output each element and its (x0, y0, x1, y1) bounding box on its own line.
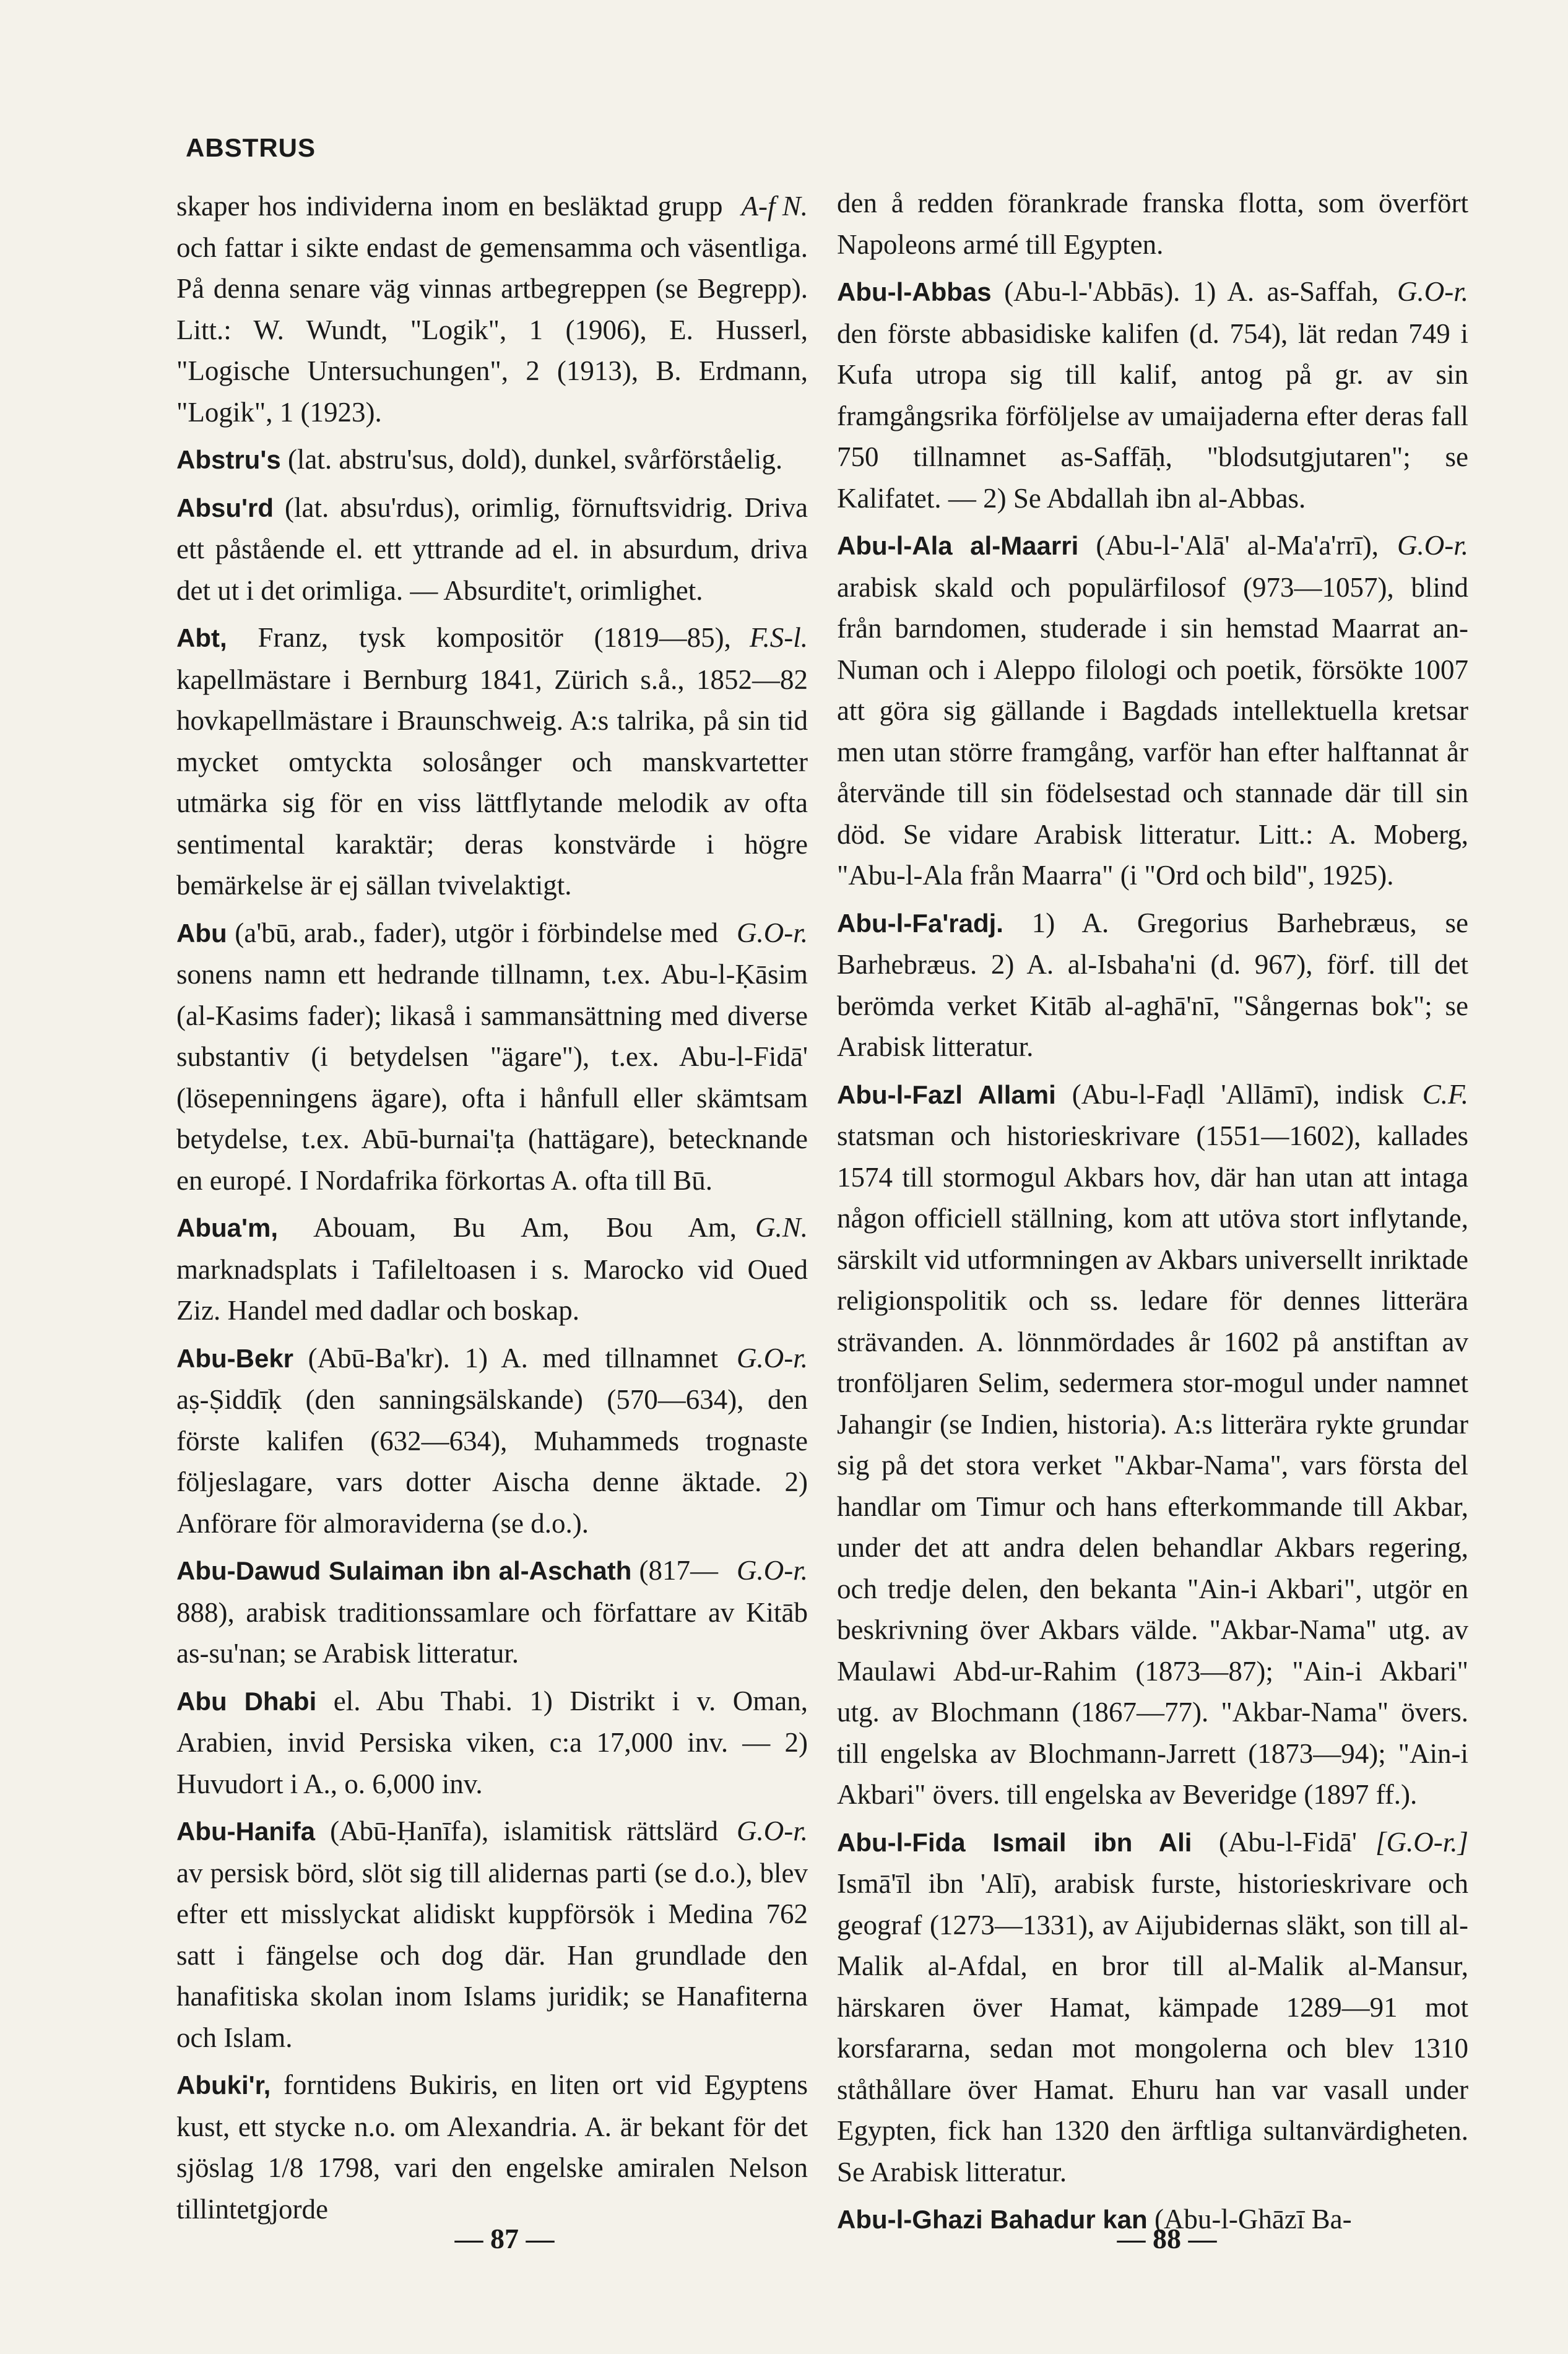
entry-text: el. Abu Thabi. 1) Distrikt i v. Oman, Arabien, invid Persiska viken, c:a 17,000 inv. — 2) Huvudort i A., o. 6,000 inv. (176, 1685, 808, 1799)
author-signature: G.O-r. (736, 917, 808, 948)
author-signature: F.S-l. (749, 622, 808, 653)
entry-headword: Abu-Dawud Sulaiman ibn al-Aschath (176, 1556, 632, 1585)
dictionary-entry (176, 1811, 808, 2058)
entry-text: (Abu-l-Ghāzī Ba- (1154, 2204, 1352, 2235)
page-number-right: — 88 — (1117, 2223, 1217, 2254)
entry-headword: Abu Dhabi (176, 1686, 317, 1716)
dictionary-entry (176, 186, 808, 433)
entry-text: (817—888), arabisk traditionssamlare och författare av Kitāb as-su'nan; se Arabisk litteratur. (176, 1555, 808, 1669)
entry-headword: Abu-l-Abbas (837, 277, 992, 306)
dictionary-entry (176, 487, 808, 612)
author-signature: [G.O-r.] (1375, 1826, 1468, 1858)
entry-text: den å redden förankrade franska flotta, som överfört Napoleons armé till Egypten. (837, 188, 1468, 260)
author-signature: G.O-r. (736, 1555, 808, 1586)
entry-headword: Abu-l-Ghazi Bahadur kan (837, 2205, 1148, 2234)
author-signature: A-f N. (741, 191, 808, 222)
entry-headword: Absu'rd (176, 493, 274, 522)
author-signature: G.O-r. (1397, 530, 1468, 561)
entry-headword: Abu-l-Ala al-Maarri (837, 531, 1079, 560)
right-column (837, 183, 1468, 2247)
left-column (176, 186, 808, 2236)
entry-text: (Abu-l-Fidā' Ismā'īl ibn 'Alī), arabisk furste, historieskrivare och geograf (1273—1331), av Aijubidernas släkt, son till al-Malik al-Afdal, en bror till al-Malik al-Mansur, härskaren över Hamat, kämpade 1289—91 mot korsfararna, sedan mot mongolerna och blev 1310 ståthållare över Hamat. Ehuru han var vasall under Egypten, fick han 1320 den ärftliga sultanvärdigheten. Se Arabisk litteratur. (837, 1826, 1468, 2187)
page-number-left: — 87 — (454, 2223, 555, 2254)
entry-headword: Abu-l-Fa'radj. (837, 908, 1003, 938)
entry-text: (lat. abstru'sus, dold), dunkel, svårförståelig. (287, 444, 783, 475)
entry-text: (Abu-l-'Abbās). 1) A. as-Saffah, den förste abbasidiske kalifen (d. 754), lät redan 749 i Kufa utropa sig till kalif, antog på gr. av sin framgångsrika förföljelse av umaijaderna efter deras fall 750 tillnamnet as-Saffāḥ, "blodsutgjutaren"; se Kalifatet. — 2) Se Abdallah ibn al-Abbas. (837, 276, 1468, 514)
dictionary-entry (176, 1338, 808, 1544)
entry-text: (Abu-l-Faḍl 'Allāmī), indisk statsman och historieskrivare (1551—1602), kallades 1574 till stormogul Akbars hov, där han utan att intaga någon officiell ställning, kom att utöva stort inflytande, särskilt vid utformningen av Akbars universellt inriktade religionspolitik och ss. ledare för dennes litterära strävanden. A. lönnmördades år 1602 på anstiftan av tronföljaren Selim, sedermera stor-mogul under namnet Jahangir (se Indien, historia). A:s litterära rykte grundar sig på det stora verket "Akbar-Nama", vars första del handlar om Timur och hans efterkommande till Akbar, under det att andra delen behandlar Akbars regering, och tredje delen, den bekanta "Ain-i Akbari", utgör en beskrivning över Akbars välde. "Akbar-Nama" utg. av Maulawi Abd-ur-Rahim (1873—87); "Ain-i Akbari" utg. av Blochmann (1867—77). "Akbar-Nama" övers. till engelska av Blochmann-Jarrett (1873—94); "Ain-i Akbari" övers. till engelska av Beveridge (1897 ff.). (837, 1078, 1468, 1810)
entry-text: 1) A. Gregorius Barhebræus, se Barhebræus. 2) A. al-Isbaha'ni (d. 967), förf. till det berömda verket Kitāb al-aghā'nī, "Sångernas bok"; se Arabisk litteratur. (837, 907, 1469, 1062)
dictionary-entry (176, 1681, 808, 1805)
entry-headword: Abu-l-Fazl Allami (837, 1080, 1056, 1109)
dictionary-entry (176, 1207, 808, 1331)
author-signature: G.N. (755, 1212, 808, 1243)
author-signature: G.O-r. (736, 1815, 808, 1846)
dictionary-entry (176, 439, 808, 481)
dictionary-entry (837, 1074, 1468, 1815)
entry-text: Abouam, Bu Am, Bou Am, marknadsplats i Tafileltoasen i s. Marocko vid Oued Ziz. Handel med dadlar och boskap. (176, 1212, 808, 1326)
dictionary-entry (837, 1822, 1468, 2193)
author-signature: C.F. (1422, 1078, 1468, 1110)
dictionary-entry (176, 617, 808, 906)
entry-text: forntidens Bukiris, en liten ort vid Egyptens kust, ett stycke n.o. om Alexandria. A. är bekant för det sjöslag 1/8 1798, vari den engelske amiralen Nelson tillintetgjorde (176, 2069, 808, 2225)
dictionary-entry (837, 183, 1468, 265)
dictionary-entry (837, 525, 1468, 896)
entry-headword: Abt, (176, 623, 227, 652)
entry-headword: Abstru's (176, 445, 281, 474)
entry-text: Franz, tysk kompositör (1819—85), kapellmästare i Bernburg 1841, Zürich s.å., 1852—82 hovkapellmästare i Braunschweig. A:s talrika, på sin tid mycket omtyckta solosånger och manskvartetter utmärka sig för en viss lättflytande melodik av ofta sentimental karaktär; deras konstvärde i högre bemärkelse är ej sällan tvivelaktigt. (176, 622, 808, 901)
running-head: ABSTRUS (186, 133, 316, 162)
entry-headword: Abu-l-Fida Ismail ibn Ali (837, 1827, 1192, 1857)
author-signature: G.O-r. (736, 1342, 808, 1374)
entry-text: (Abu-l-'Alā' al-Ma'a'rrī), arabisk skald och populärfilosof (973—1057), blind från barndomen, studerade i sin hemstad Maarrat an-Numan och i Aleppo filologi och poetik, försökte 1007 att göra sig gällande i Bagdads intellektuella kretsar men utan större framgång, varför han efter halftannat år återvände till sin födelsestad och stannade där till sin död. Se vidare Arabisk litteratur. Litt.: A. Moberg, "Abu-l-Ala från Maarra" (i "Ord och bild", 1925). (837, 530, 1468, 891)
entry-text: (lat. absu'rdus), orimlig, förnuftsvidrig. Driva ett påstående el. ett yttrande ad el. in absurdum, driva det ut i det orimliga. — Absurdite't, orimlighet. (176, 491, 808, 606)
dictionary-entry (176, 912, 808, 1201)
entry-text: skaper hos individerna inom en besläktad grupp och fattar i sikte endast de gemensamma och väsentliga. På denna senare väg vinnas artbegreppen (se Begrepp). Litt.: W. Wundt, "Logik", 1 (1906), E. Husserl, "Logische Untersuchungen", 2 (1913), B. Erdmann, "Logik", 1 (1923). (176, 191, 808, 428)
dictionary-entry (837, 271, 1468, 519)
entry-headword: Abuki'r, (176, 2071, 271, 2100)
dictionary-entry (176, 1550, 808, 1674)
author-signature: G.O-r. (1397, 276, 1468, 307)
entry-headword: Abu-Hanifa (176, 1817, 315, 1846)
entry-text: (a'bū, arab., fader), utgör i förbindelse med sonens namn ett hedrande tillnamn, t.ex. Abu-l-Ḳāsim (al-Kasims fader); likaså i sammansättning med diverse substantiv (i betydelsen "ägare"), t.ex. Abu-l-Fidā' (lösepenningens ägare), ofta i hånfull eller skämtsam betydelse, t.ex. Abū-burnai'ṭa (hattägare), betecknande en europé. I Nordafrika förkortas A. ofta till Bū. (176, 917, 808, 1196)
entry-headword: Abu-Bekr (176, 1343, 294, 1373)
dictionary-entry (176, 2064, 808, 2230)
entry-headword: Abua'm, (176, 1213, 279, 1242)
entry-text: (Abū-Ḥanīfa), islamitisk rättslärd av persisk börd, slöt sig till alidernas parti (se d.o.), blev efter ett misslyckat alidiskt kuppförsök i Medina 762 satt i fängelse och dog där. Han grundlade den hanafitiska skolan inom Islams juridik; se Hanafiterna och Islam. (176, 1815, 808, 2053)
dictionary-entry (837, 902, 1468, 1068)
entry-text: (Abū-Ba'kr). 1) A. med tillnamnet aṣ-Ṣiddīḳ (den sanningsälskande) (570—634), den förste kalifen (632—634), Muhammeds trognaste följeslagare, vars dotter Aischa denne äktade. 2) Anförare för almoraviderna (se d.o.). (176, 1342, 808, 1539)
entry-headword: Abu (176, 918, 227, 948)
